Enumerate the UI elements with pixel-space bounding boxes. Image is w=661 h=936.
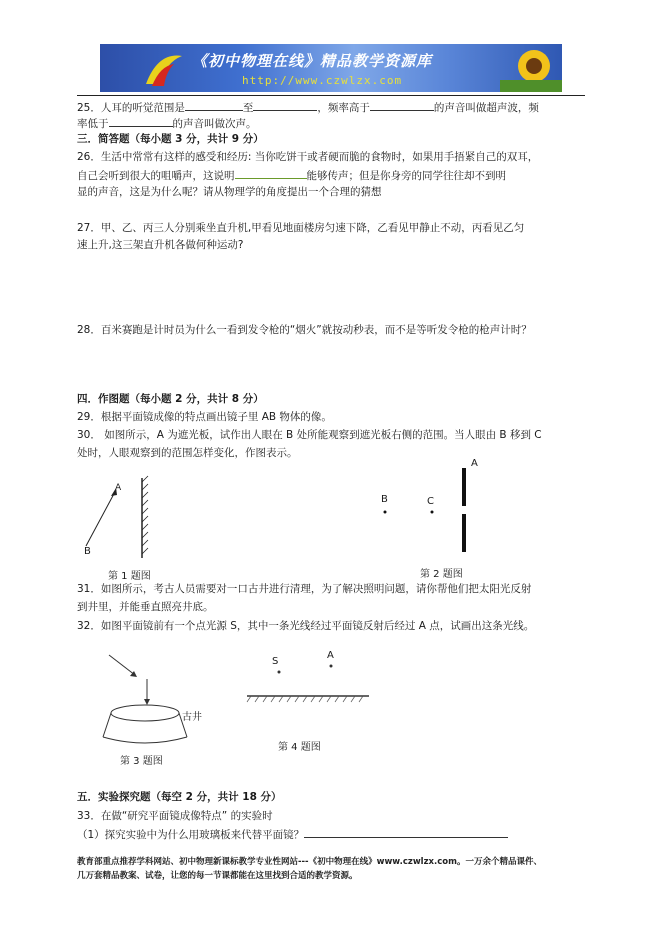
figure-1-label-b: B	[84, 546, 91, 557]
figure-3-caption: 第 3 题图	[120, 756, 163, 767]
question-26-line-3: 显的声音，这是为什么呢？请从物理学的角度提出一个合理的猜想	[77, 186, 382, 198]
question-33-line-2: （1）探究实验中为什么用玻璃板来代替平面镜？	[77, 826, 508, 842]
section-3-heading: 三．简答题（每小题 3 分，共计 9 分）	[77, 133, 264, 145]
figure-1-label-a: A	[115, 483, 122, 493]
section-4-heading: 四．作图题（每小题 2 分，共计 8 分）	[77, 393, 264, 405]
figure-3-label-well: 古井	[182, 712, 202, 723]
figure-1-caption: 第 1 题图	[108, 571, 151, 582]
figure-2-caption: 第 2 题图	[420, 569, 463, 580]
figure-2-label-a: A	[471, 458, 478, 469]
blank-field[interactable]	[235, 167, 307, 179]
question-28: 28．百米赛跑是计时员为什么一看到发令枪的“烟火”就按动秒表，而不是等听发令枪的枪声计时？	[77, 324, 532, 336]
figure-4-caption: 第 4 题图	[278, 742, 321, 753]
question-26-line-2: 自己会听到很大的咀嚼声，这说明 能够传声；但是你身旁的同学往往却不到明	[77, 167, 506, 183]
question-31-line-1: 31．如图所示，考古人员需要对一口古井进行清理，为了解决照明问题，请你帮他们把太阳光反射	[77, 583, 532, 595]
section-5-heading: 五．实验探究题（每空 2 分，共计 18 分）	[77, 791, 282, 803]
question-25-line-2: 率低于 的声音叫做次声。	[77, 115, 257, 131]
banner-url: http://www.czwlzx.com	[242, 74, 403, 87]
question-27-line-1: 27．甲、乙、丙三人分别乘坐直升机,甲看见地面楼房匀速下降，乙看见甲静止不动，丙看见乙匀	[77, 222, 525, 234]
figure-4-label-a: A	[327, 650, 334, 661]
blank-field[interactable]	[185, 99, 243, 111]
figure-2-label-b: B	[381, 494, 388, 505]
footer-line-2: 几万套精品教案、试卷，让您的每一节课都能在这里找到合适的教学资源。	[77, 871, 358, 881]
answer-field[interactable]	[304, 826, 508, 838]
figure-2-barrier-diagram	[370, 460, 490, 560]
question-26-line-1: 26．生活中常常有这样的感受和经历: 当你吃饼干或者硬而脆的食物时，如果用手捂紧自己的双耳，	[77, 151, 539, 163]
question-32: 32．如图平面镜前有一个点光源 S，其中一条光线经过平面镜反射后经过 A 点，试画出这条光线。	[77, 620, 535, 632]
figure-2-label-c: C	[427, 496, 434, 507]
figure-4-label-s: S	[272, 656, 279, 667]
header-rule	[77, 95, 585, 96]
question-33-line-1: 33．在做“研究平面镜成像特点” 的实验时	[77, 810, 273, 822]
question-31-line-2: 到井里，并能垂直照亮井底。	[77, 601, 214, 613]
question-25-line-1: 25．人耳的听觉范围是 至 ，频率高于 的声音叫做超声波，频	[77, 99, 539, 115]
site-logo-icon	[138, 48, 188, 90]
header-banner	[100, 44, 562, 92]
question-27-line-2: 速上升,这三架直升机各做何种运动?	[77, 239, 244, 251]
question-30-line-1: 30． 如图所示，A 为遮光板，试作出人眼在 B 处所能观察到遮光板右侧的范围。当人眼由 B 移到 C	[77, 429, 542, 441]
banner-title: 《初中物理在线》精品教学资源库	[192, 52, 433, 70]
blank-field[interactable]	[370, 99, 434, 111]
figure-4-mirror-diagram	[245, 650, 375, 720]
figure-1-mirror-diagram	[80, 470, 170, 562]
blank-field[interactable]	[253, 99, 317, 111]
footer-line-1: 教育部重点推荐学科网站、初中物理新课标教学专业性网站---《初中物理在线》www.czwlzx.com。一万余个精品课件、	[77, 857, 542, 867]
blank-field[interactable]	[109, 115, 173, 127]
figure-3-well-diagram	[95, 645, 195, 745]
question-29: 29．根据平面镜成像的特点画出镜子里 AB 物体的像。	[77, 411, 332, 423]
question-30-line-2: 处时，人眼观察到的范围怎样变化，作图表示。	[77, 447, 298, 459]
sunflower-icon	[500, 44, 562, 92]
